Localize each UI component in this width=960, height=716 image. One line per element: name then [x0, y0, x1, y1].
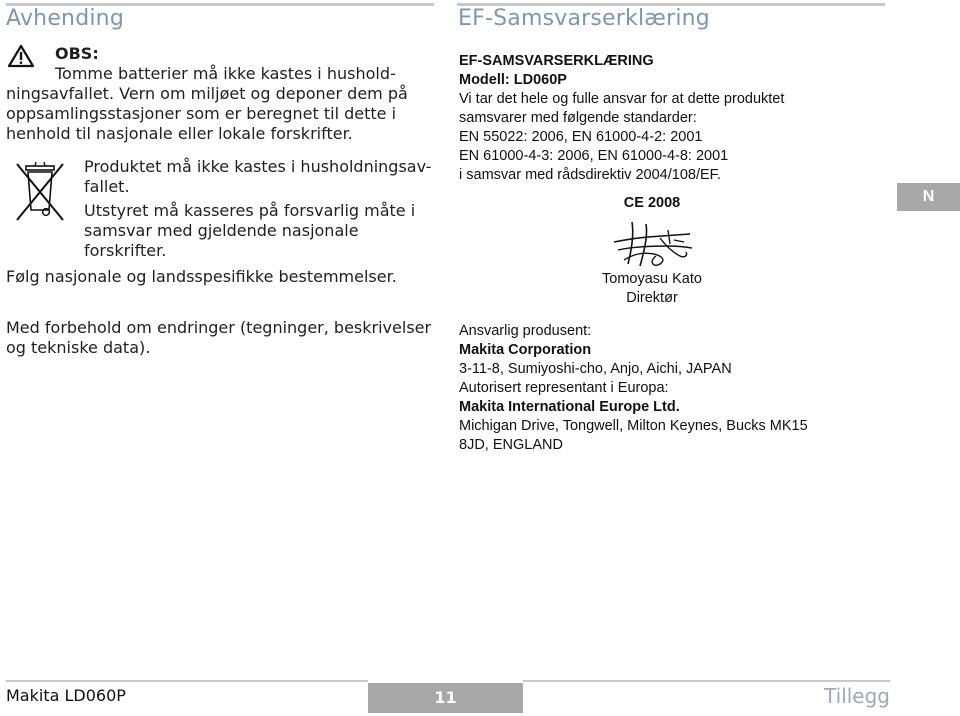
manufacturer-line: 8JD, ENGLAND — [459, 437, 563, 453]
declaration-line: EN 55022: 2006, EN 61000-4-2: 2001 — [459, 129, 703, 145]
crossed-bin-icon — [14, 158, 66, 224]
footer-product: Makita LD060P — [6, 686, 126, 705]
bin-line: Produktet må ikke kastes i husholdningsav- — [84, 157, 432, 176]
obs-text-cont — [6, 84, 408, 144]
declaration-line: samsvarer med følgende standarder: — [459, 110, 697, 126]
bin-line: samsvar med gjeldende nasjonale — [84, 221, 359, 240]
declaration-block — [459, 52, 784, 185]
signature-image — [610, 216, 694, 272]
footer-rule-left — [6, 680, 368, 682]
ce-year: CE 2008 — [623, 195, 681, 211]
reserve-text — [6, 318, 431, 358]
obs-line: oppsamlingsstasjoner som er beregnet til dette i — [6, 104, 397, 123]
section-title-declaration: EF-Samsvarserklæring — [458, 6, 710, 31]
bin-line: forskrifter. — [84, 241, 167, 260]
language-tab: N — [897, 183, 960, 211]
manufacturer-name: Makita Corporation — [459, 342, 592, 358]
bin-line: Utstyret må kasseres på forsvarlig måte i — [84, 201, 416, 220]
manufacturer-line: Michigan Drive, Tongwell, Milton Keynes, Bucks MK15 — [459, 418, 808, 434]
declaration-line: i samsvar med rådsdirektiv 2004/108/EF. — [459, 167, 721, 183]
bin-text — [84, 157, 431, 261]
follow-text: Følg nasjonale og landsspesifikke bestemmelser. — [6, 267, 397, 286]
declaration-model: Modell: LD060P — [459, 72, 567, 88]
representative-name: Makita International Europe Ltd. — [459, 399, 680, 415]
signer-title: Direktør — [626, 290, 678, 306]
reserve-line: Med forbehold om endringer (tegninger, beskrivelser — [6, 318, 432, 337]
footer-rule-right — [523, 680, 890, 682]
bin-line: fallet. — [84, 177, 130, 196]
warning-icon — [8, 44, 34, 68]
section-title-disposal: Avhending — [6, 6, 124, 31]
page-number: 11 — [368, 683, 523, 713]
manufacturer-line: Autorisert representant i Europa: — [459, 380, 669, 396]
declaration-heading: EF-SAMSVARSERKLÆRING — [459, 53, 654, 69]
reserve-line: og tekniske data). — [6, 338, 151, 357]
declaration-line: EN 61000-4-3: 2006, EN 61000-4-8: 2001 — [459, 148, 729, 164]
manufacturer-line: Ansvarlig produsent: — [459, 323, 592, 339]
obs-label: OBS: — [55, 44, 99, 63]
obs-line: Tomme batterier må ikke kastes i hushold- — [55, 64, 396, 83]
obs-text — [55, 64, 396, 84]
footer-section: Tillegg — [824, 684, 890, 708]
obs-line: henhold til nasjonale eller lokale forskrifter. — [6, 124, 353, 143]
manufacturer-line: 3-11-8, Sumiyoshi-cho, Anjo, Aichi, JAPAN — [459, 361, 732, 377]
signer-name: Tomoyasu Kato — [602, 271, 702, 287]
manufacturer-block — [459, 322, 808, 455]
declaration-line: Vi tar det hele og fulle ansvar for at dette produktet — [459, 91, 785, 107]
obs-line: ningsavfallet. Vern om miljøet og deponer dem på — [6, 84, 408, 103]
